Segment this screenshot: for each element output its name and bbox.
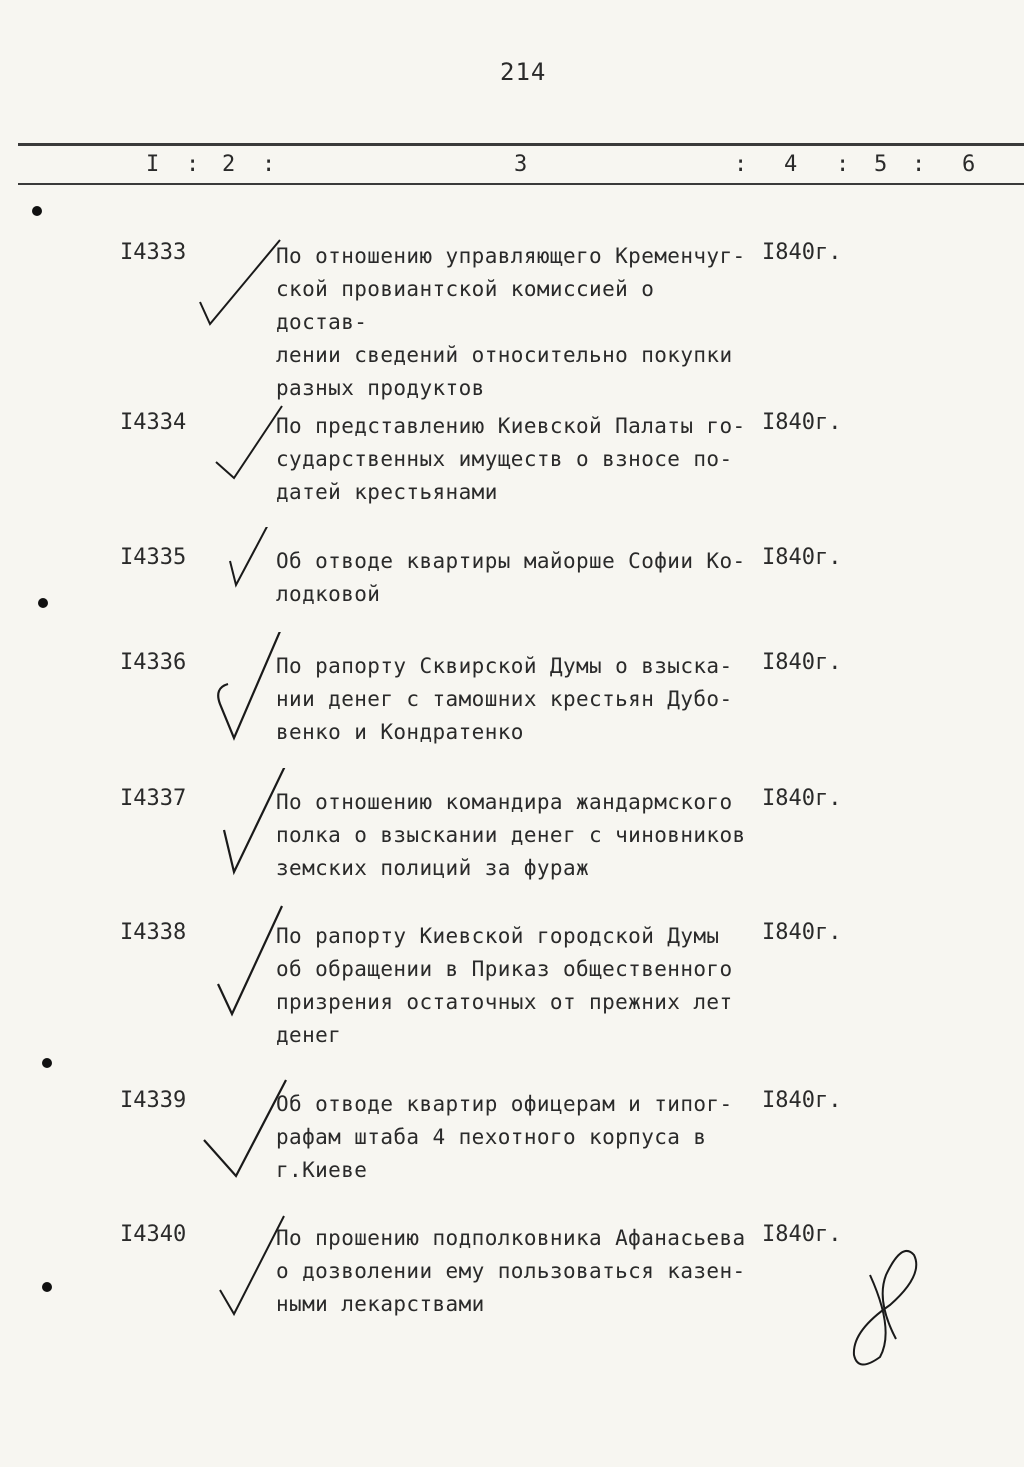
- page-number: 214: [500, 58, 547, 86]
- entry-description: По рапорту Киевской городской Думы об обращении в Приказ общественного призрения остаточных от прежних лет денег: [276, 924, 733, 1047]
- entry-description: Об отводе квартир офицерам и типог- рафам штаба 4 пехотного корпуса в г.Киеве: [276, 1092, 733, 1182]
- entry-number: I4333: [120, 240, 187, 265]
- entry-year: I840г.: [762, 920, 842, 945]
- binder-hole-mark: [42, 1058, 52, 1068]
- checkmark-icon: [198, 1204, 288, 1324]
- entry-number: I4338: [120, 920, 187, 945]
- entry-number: I4339: [120, 1088, 187, 1113]
- column-header-4: 4: [784, 152, 798, 177]
- entry-year: I840г.: [762, 410, 842, 435]
- checkmark-icon: [198, 902, 288, 1022]
- entry-number: I4337: [120, 786, 187, 811]
- column-separator: :: [734, 152, 748, 177]
- checkmark-icon: [198, 222, 288, 342]
- entry-description: По представлению Киевской Палаты го- сударственных имуществ о взносе по- датей крестьянами: [276, 414, 746, 504]
- entry-year: I840г.: [762, 240, 842, 265]
- binder-hole-mark: [42, 1282, 52, 1292]
- header-rule-bottom: [18, 183, 1024, 185]
- checkmark-icon: [198, 392, 288, 512]
- entry-description: По прошению подполковника Афанасьева о дозволении ему пользоваться казен- ными лекарствами: [276, 1226, 746, 1316]
- entry-description: По отношению командира жандармского полка о взыскании денег с чиновников земских полиций за фураж: [276, 790, 746, 880]
- entry-year: I840г.: [762, 1222, 842, 1247]
- entry-year: I840г.: [762, 545, 842, 570]
- entry-number: I4340: [120, 1222, 187, 1247]
- entry-number: I4336: [120, 650, 187, 675]
- checkmark-icon: [198, 527, 288, 647]
- column-separator: :: [186, 152, 200, 177]
- column-header-3: 3: [514, 152, 528, 177]
- binder-hole-mark: [32, 206, 42, 216]
- column-header-2: 2: [222, 152, 236, 177]
- entry-number: I4335: [120, 545, 187, 570]
- column-separator: :: [262, 152, 276, 177]
- entry-number: I4334: [120, 410, 187, 435]
- header-rule-top: [18, 143, 1024, 146]
- entry-description: По рапорту Сквирской Думы о взыска- нии денег с тамошних крестьян Дубо- венко и Кондратенко: [276, 654, 733, 744]
- entry-year: I840г.: [762, 650, 842, 675]
- checkmark-icon: [198, 632, 288, 752]
- entry-year: I840г.: [762, 1088, 842, 1113]
- column-separator: :: [912, 152, 926, 177]
- column-header-5: 5: [874, 152, 888, 177]
- column-header-1: I: [146, 152, 160, 177]
- binder-hole-mark: [38, 598, 48, 608]
- checkmark-icon: [198, 768, 288, 888]
- handwritten-mark-icon: [840, 1245, 940, 1375]
- entry-year: I840г.: [762, 786, 842, 811]
- column-separator: :: [836, 152, 850, 177]
- entry-description: Об отводе квартиры майорше Софии Ко- лодковой: [276, 549, 746, 606]
- column-header-6: 6: [962, 152, 976, 177]
- checkmark-icon: [198, 1070, 288, 1190]
- entry-description: По отношению управляющего Кременчуг- ской провиантской комиссией о достав- лении сведений относительно покупки разных продуктов: [276, 244, 746, 400]
